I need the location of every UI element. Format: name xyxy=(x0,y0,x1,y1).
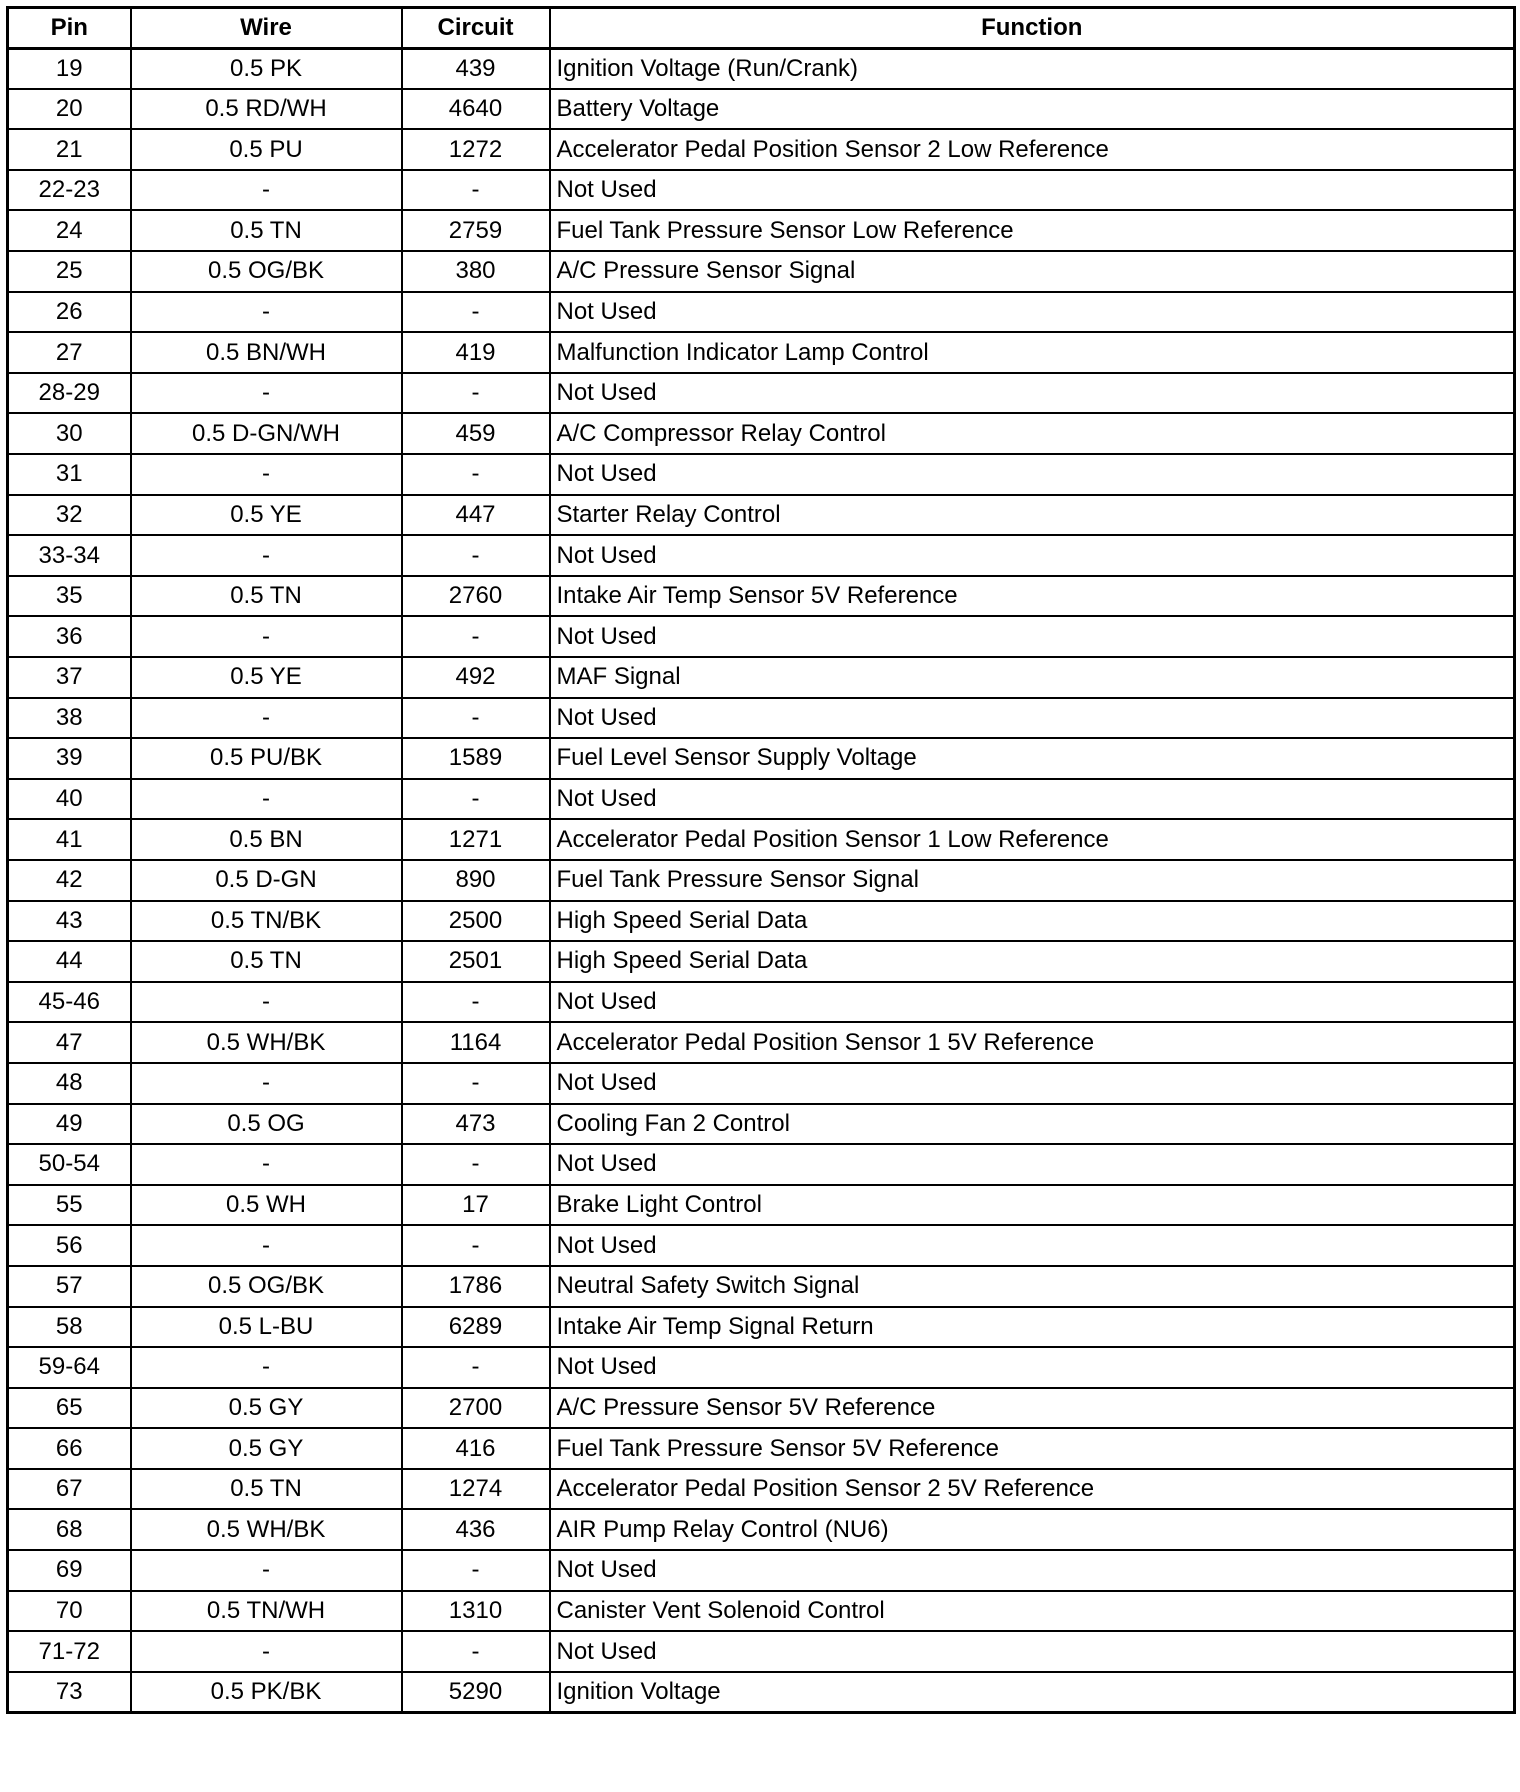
circuit-cell: - xyxy=(402,982,550,1023)
circuit-cell: - xyxy=(402,1144,550,1185)
table-row xyxy=(8,819,1515,860)
header-wire: Wire xyxy=(131,8,402,49)
wire-cell: 0.5 YE xyxy=(131,657,402,698)
wire-cell: - xyxy=(131,454,402,495)
circuit-cell: 416 xyxy=(402,1428,550,1469)
wire-cell: - xyxy=(131,982,402,1023)
table-row xyxy=(8,941,1515,982)
circuit-cell: 447 xyxy=(402,495,550,536)
pin-cell: 24 xyxy=(8,210,131,251)
function-cell: Not Used xyxy=(550,454,1515,495)
pin-cell: 40 xyxy=(8,779,131,820)
table-row xyxy=(8,1022,1515,1063)
function-cell: Starter Relay Control xyxy=(550,495,1515,536)
circuit-cell: - xyxy=(402,535,550,576)
wire-cell: 0.5 PU/BK xyxy=(131,738,402,779)
circuit-cell: 419 xyxy=(402,332,550,373)
function-cell: Brake Light Control xyxy=(550,1185,1515,1226)
circuit-cell: 492 xyxy=(402,657,550,698)
table-row xyxy=(8,1266,1515,1307)
table-row xyxy=(8,901,1515,942)
function-cell: Canister Vent Solenoid Control xyxy=(550,1591,1515,1632)
pin-cell: 26 xyxy=(8,292,131,333)
function-cell: Not Used xyxy=(550,1063,1515,1104)
wire-cell: 0.5 WH/BK xyxy=(131,1509,402,1550)
table-row xyxy=(8,332,1515,373)
function-cell: A/C Compressor Relay Control xyxy=(550,413,1515,454)
table-row xyxy=(8,89,1515,130)
table-row xyxy=(8,1185,1515,1226)
table-row xyxy=(8,1591,1515,1632)
wire-cell: 0.5 TN xyxy=(131,576,402,617)
wire-cell: 0.5 TN/BK xyxy=(131,901,402,942)
circuit-cell: 5290 xyxy=(402,1672,550,1713)
table-row xyxy=(8,657,1515,698)
circuit-cell: - xyxy=(402,698,550,739)
function-cell: Ignition Voltage xyxy=(550,1672,1515,1713)
function-cell: Not Used xyxy=(550,292,1515,333)
pin-cell: 56 xyxy=(8,1225,131,1266)
circuit-cell: - xyxy=(402,373,550,414)
wire-cell: 0.5 YE xyxy=(131,495,402,536)
pin-cell: 43 xyxy=(8,901,131,942)
wire-cell: - xyxy=(131,779,402,820)
wire-cell: 0.5 BN/WH xyxy=(131,332,402,373)
wire-cell: - xyxy=(131,1550,402,1591)
circuit-cell: 1272 xyxy=(402,129,550,170)
wire-cell: - xyxy=(131,616,402,657)
circuit-cell: 459 xyxy=(402,413,550,454)
pin-cell: 32 xyxy=(8,495,131,536)
wire-cell: 0.5 RD/WH xyxy=(131,89,402,130)
pin-cell: 25 xyxy=(8,251,131,292)
wire-cell: 0.5 TN xyxy=(131,941,402,982)
wire-cell: - xyxy=(131,1631,402,1672)
pin-cell: 42 xyxy=(8,860,131,901)
function-cell: Accelerator Pedal Position Sensor 1 5V Reference xyxy=(550,1022,1515,1063)
table-row xyxy=(8,1347,1515,1388)
wire-cell: 0.5 PK xyxy=(131,48,402,89)
pin-cell: 48 xyxy=(8,1063,131,1104)
table-row xyxy=(8,535,1515,576)
circuit-cell: 436 xyxy=(402,1509,550,1550)
circuit-cell: 1786 xyxy=(402,1266,550,1307)
wire-cell: 0.5 TN xyxy=(131,210,402,251)
table-row xyxy=(8,413,1515,454)
header-circuit: Circuit xyxy=(402,8,550,49)
circuit-cell: - xyxy=(402,170,550,211)
pin-cell: 69 xyxy=(8,1550,131,1591)
function-cell: Not Used xyxy=(550,616,1515,657)
function-cell: High Speed Serial Data xyxy=(550,901,1515,942)
table-row xyxy=(8,616,1515,657)
circuit-cell: 2501 xyxy=(402,941,550,982)
pin-cell: 19 xyxy=(8,48,131,89)
table-row xyxy=(8,860,1515,901)
circuit-cell: 2700 xyxy=(402,1388,550,1429)
function-cell: Fuel Tank Pressure Sensor Low Reference xyxy=(550,210,1515,251)
circuit-cell: - xyxy=(402,292,550,333)
table-row xyxy=(8,1428,1515,1469)
wire-cell: - xyxy=(131,170,402,211)
wire-cell: 0.5 D-GN xyxy=(131,860,402,901)
function-cell: Not Used xyxy=(550,1347,1515,1388)
function-cell: Cooling Fan 2 Control xyxy=(550,1104,1515,1145)
table-row xyxy=(8,454,1515,495)
circuit-cell: 1164 xyxy=(402,1022,550,1063)
circuit-cell: 2760 xyxy=(402,576,550,617)
pin-cell: 71-72 xyxy=(8,1631,131,1672)
header-function: Function xyxy=(550,8,1515,49)
wire-cell: 0.5 PU xyxy=(131,129,402,170)
function-cell: Not Used xyxy=(550,1144,1515,1185)
function-cell: Fuel Level Sensor Supply Voltage xyxy=(550,738,1515,779)
function-cell: Battery Voltage xyxy=(550,89,1515,130)
function-cell: High Speed Serial Data xyxy=(550,941,1515,982)
pin-cell: 65 xyxy=(8,1388,131,1429)
wire-cell: 0.5 GY xyxy=(131,1388,402,1429)
table-row xyxy=(8,1469,1515,1510)
table-row xyxy=(8,129,1515,170)
circuit-cell: 473 xyxy=(402,1104,550,1145)
wire-cell: - xyxy=(131,1347,402,1388)
function-cell: Intake Air Temp Signal Return xyxy=(550,1307,1515,1348)
function-cell: Not Used xyxy=(550,698,1515,739)
pin-cell: 67 xyxy=(8,1469,131,1510)
table-row xyxy=(8,738,1515,779)
function-cell: Not Used xyxy=(550,1631,1515,1672)
function-cell: Not Used xyxy=(550,535,1515,576)
table-row xyxy=(8,982,1515,1023)
table-row xyxy=(8,170,1515,211)
table-row xyxy=(8,1104,1515,1145)
circuit-cell: - xyxy=(402,616,550,657)
wire-cell: 0.5 D-GN/WH xyxy=(131,413,402,454)
function-cell: Not Used xyxy=(550,982,1515,1023)
pin-cell: 21 xyxy=(8,129,131,170)
circuit-cell: 1274 xyxy=(402,1469,550,1510)
pin-cell: 28-29 xyxy=(8,373,131,414)
wire-cell: 0.5 OG/BK xyxy=(131,251,402,292)
function-cell: A/C Pressure Sensor Signal xyxy=(550,251,1515,292)
pin-cell: 36 xyxy=(8,616,131,657)
function-cell: Accelerator Pedal Position Sensor 2 Low Reference xyxy=(550,129,1515,170)
function-cell: Not Used xyxy=(550,779,1515,820)
table-row xyxy=(8,292,1515,333)
wire-cell: - xyxy=(131,373,402,414)
circuit-cell: - xyxy=(402,1631,550,1672)
pin-cell: 44 xyxy=(8,941,131,982)
pin-cell: 41 xyxy=(8,819,131,860)
table-row xyxy=(8,1307,1515,1348)
circuit-cell: 17 xyxy=(402,1185,550,1226)
function-cell: AIR Pump Relay Control (NU6) xyxy=(550,1509,1515,1550)
table-row xyxy=(8,1225,1515,1266)
wire-cell: - xyxy=(131,292,402,333)
wire-cell: - xyxy=(131,1144,402,1185)
table-row xyxy=(8,698,1515,739)
table-body xyxy=(8,48,1515,1712)
table-row xyxy=(8,48,1515,89)
table-row xyxy=(8,1672,1515,1713)
circuit-cell: 2500 xyxy=(402,901,550,942)
pin-cell: 22-23 xyxy=(8,170,131,211)
pin-cell: 30 xyxy=(8,413,131,454)
table-row xyxy=(8,495,1515,536)
table-row xyxy=(8,210,1515,251)
circuit-cell: 380 xyxy=(402,251,550,292)
pin-cell: 35 xyxy=(8,576,131,617)
pin-cell: 68 xyxy=(8,1509,131,1550)
function-cell: Not Used xyxy=(550,170,1515,211)
function-cell: Malfunction Indicator Lamp Control xyxy=(550,332,1515,373)
function-cell: Ignition Voltage (Run/Crank) xyxy=(550,48,1515,89)
table-row xyxy=(8,251,1515,292)
pin-cell: 57 xyxy=(8,1266,131,1307)
function-cell: Fuel Tank Pressure Sensor 5V Reference xyxy=(550,1428,1515,1469)
pin-cell: 37 xyxy=(8,657,131,698)
pin-cell: 38 xyxy=(8,698,131,739)
function-cell: Not Used xyxy=(550,1550,1515,1591)
function-cell: Accelerator Pedal Position Sensor 2 5V Reference xyxy=(550,1469,1515,1510)
wire-cell: 0.5 OG/BK xyxy=(131,1266,402,1307)
function-cell: Not Used xyxy=(550,373,1515,414)
circuit-cell: - xyxy=(402,1347,550,1388)
pin-cell: 50-54 xyxy=(8,1144,131,1185)
circuit-cell: 890 xyxy=(402,860,550,901)
pin-cell: 31 xyxy=(8,454,131,495)
pinout-table xyxy=(6,6,1516,1714)
circuit-cell: - xyxy=(402,1550,550,1591)
wire-cell: 0.5 BN xyxy=(131,819,402,860)
pin-cell: 33-34 xyxy=(8,535,131,576)
pin-cell: 45-46 xyxy=(8,982,131,1023)
circuit-cell: - xyxy=(402,454,550,495)
table-row xyxy=(8,1509,1515,1550)
function-cell: Accelerator Pedal Position Sensor 1 Low Reference xyxy=(550,819,1515,860)
function-cell: Not Used xyxy=(550,1225,1515,1266)
circuit-cell: 6289 xyxy=(402,1307,550,1348)
wire-cell: - xyxy=(131,1063,402,1104)
pin-cell: 55 xyxy=(8,1185,131,1226)
wire-cell: 0.5 WH/BK xyxy=(131,1022,402,1063)
circuit-cell: 1310 xyxy=(402,1591,550,1632)
circuit-cell: 439 xyxy=(402,48,550,89)
function-cell: Intake Air Temp Sensor 5V Reference xyxy=(550,576,1515,617)
table-row xyxy=(8,1144,1515,1185)
wire-cell: - xyxy=(131,535,402,576)
pin-cell: 66 xyxy=(8,1428,131,1469)
table-row xyxy=(8,1631,1515,1672)
circuit-cell: - xyxy=(402,779,550,820)
table-row xyxy=(8,1550,1515,1591)
wire-cell: 0.5 TN xyxy=(131,1469,402,1510)
pin-cell: 27 xyxy=(8,332,131,373)
wire-cell: 0.5 OG xyxy=(131,1104,402,1145)
pin-cell: 70 xyxy=(8,1591,131,1632)
wire-cell: 0.5 L-BU xyxy=(131,1307,402,1348)
pin-cell: 73 xyxy=(8,1672,131,1713)
wire-cell: - xyxy=(131,1225,402,1266)
circuit-cell: - xyxy=(402,1225,550,1266)
circuit-cell: 1271 xyxy=(402,819,550,860)
function-cell: A/C Pressure Sensor 5V Reference xyxy=(550,1388,1515,1429)
pin-cell: 39 xyxy=(8,738,131,779)
header-row xyxy=(8,8,1515,49)
pin-cell: 58 xyxy=(8,1307,131,1348)
function-cell: MAF Signal xyxy=(550,657,1515,698)
table-row xyxy=(8,1063,1515,1104)
wire-cell: 0.5 TN/WH xyxy=(131,1591,402,1632)
table-row xyxy=(8,1388,1515,1429)
header-pin: Pin xyxy=(8,8,131,49)
pin-cell: 59-64 xyxy=(8,1347,131,1388)
pin-cell: 20 xyxy=(8,89,131,130)
wire-cell: 0.5 GY xyxy=(131,1428,402,1469)
wire-cell: - xyxy=(131,698,402,739)
function-cell: Neutral Safety Switch Signal xyxy=(550,1266,1515,1307)
wire-cell: 0.5 WH xyxy=(131,1185,402,1226)
table-row xyxy=(8,779,1515,820)
function-cell: Fuel Tank Pressure Sensor Signal xyxy=(550,860,1515,901)
circuit-cell: 1589 xyxy=(402,738,550,779)
circuit-cell: 2759 xyxy=(402,210,550,251)
pin-cell: 49 xyxy=(8,1104,131,1145)
pin-cell: 47 xyxy=(8,1022,131,1063)
circuit-cell: - xyxy=(402,1063,550,1104)
wire-cell: 0.5 PK/BK xyxy=(131,1672,402,1713)
circuit-cell: 4640 xyxy=(402,89,550,130)
table-row xyxy=(8,373,1515,414)
table-row xyxy=(8,576,1515,617)
